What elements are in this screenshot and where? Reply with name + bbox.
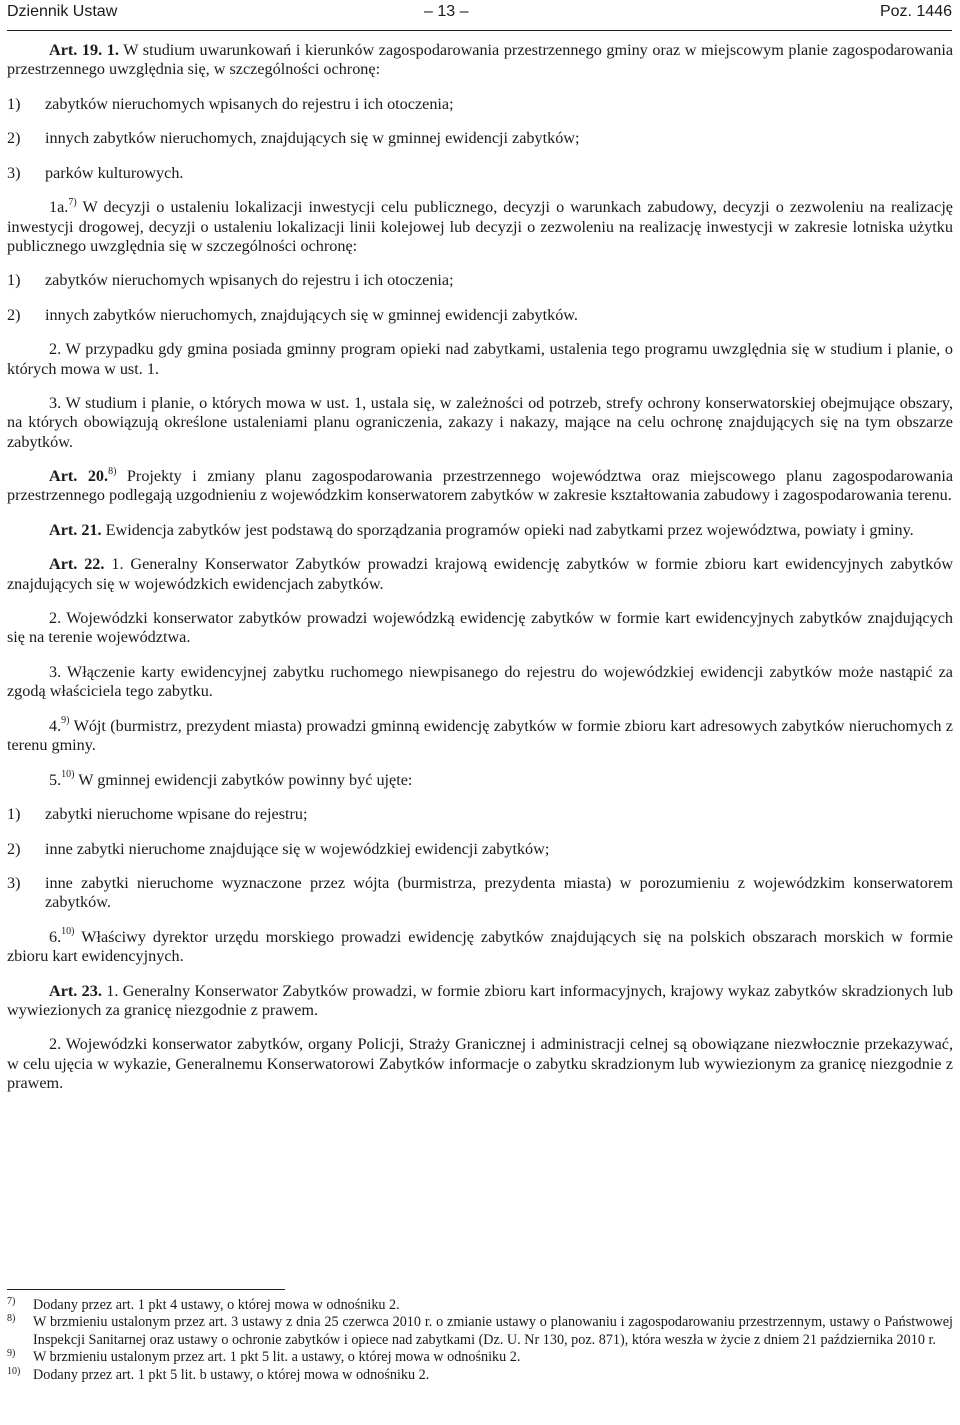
paragraph-text: Właściwy dyrektor urzędu morskiego prowadzi ewidencję zabytków znajdujących się na polskich obszarach morskich w formie zbioru kart ewidencyjnych. — [7, 927, 953, 966]
item-number: 2) — [7, 305, 21, 324]
art22-par1 — [7, 555, 953, 594]
item-text: innych zabytków nieruchomych, znajdujących się w gminnej ewidencji zabytków. — [45, 305, 578, 324]
paragraph-number: 4. — [49, 716, 62, 735]
paragraph-text: W studium uwarunkowań i kierunków zagospodarowania przestrzennego gminy oraz w miejscowym planie zagospodarowania przestrzennego uwzględnia się, w szczególności ochronę: — [7, 41, 954, 79]
footnote — [7, 1349, 953, 1366]
art23-par2: 2. Wojewódzki konserwator zabytków, organy Policji, Straży Granicznej i administracji celnej są obowiązane niezwłocznie przekazywać, w celu ujęcia w wykazie, Generalnemu Konserwatorowi Zabytków informacje o zabytku skradzionym lub wywiezionym za granicę niezgodnie z prawem. — [7, 1035, 953, 1092]
footnote-separator — [7, 1289, 285, 1290]
footnote-marker: 7) — [7, 1296, 16, 1307]
item-number: 3) — [7, 873, 21, 892]
art19-par3: 3. W studium i planie, o których mowa w ust. 1, ustala się, w zależności od potrzeb, strefy ochrony konserwatorskiej obejmujące obszary, na których obowiązują określone ustaleniami planu ograniczenia, zakazy i nakazy, mające na celu ochronę znajdujących się na tym obszarze zabytków. — [7, 394, 953, 451]
footnote-marker: 8) — [7, 1313, 16, 1325]
footnote-ref: 8) — [108, 465, 117, 477]
article-label: Art. 22. — [49, 555, 105, 574]
art22-par6 — [7, 928, 953, 967]
footnote-text: W brzmieniu ustalonym przez art. 3 ustawy z dnia 25 czerwca 2010 r. o zmianie ustawy o planowaniu i zagospodarowaniu przestrzennym, ustawy o Państwowej Inspekcji Sanitarnej oraz ustawy o ochronie zabytków i opiece nad zabytkami (Dz. U. Nr 130, poz. 871), która weszła w życie z dniem 21 października 2010 r. — [33, 1314, 953, 1348]
list-item — [7, 271, 953, 290]
paragraph-text: Wójt (burmistrz, prezydent miasta) prowadzi gminną ewidencję zabytków w formie zbioru kart adresowych zabytków nieruchomych z terenu gminy. — [7, 716, 953, 755]
item-number: 1) — [7, 94, 21, 113]
footnote-text: Dodany przez art. 1 pkt 4 ustawy, o której mowa w odnośniku 2. — [33, 1297, 400, 1313]
art20 — [7, 467, 953, 506]
footnote-ref: 7) — [68, 196, 77, 208]
list-item — [7, 129, 953, 148]
item-text: inne zabytki nieruchome wyznaczone przez wójta (burmistrza, prezydenta miasta) w porozumieniu z wojewódzkim konserwatorem zabytków. — [45, 873, 953, 912]
art19-par1 — [7, 41, 953, 80]
article-text: Ewidencja zabytków jest podstawą do sporządzania programów opieki nad zabytkami przez województwa, powiaty i gminy. — [105, 520, 914, 539]
list-item — [7, 805, 953, 824]
paragraph-number: 6. — [49, 927, 62, 946]
paragraph-number: 1a. — [49, 198, 69, 217]
paragraph-number: 1. — [106, 41, 119, 59]
document-body — [7, 41, 953, 1108]
paragraph-text: W decyzji o ustaleniu lokalizacji inwestycji celu publicznego, decyzji o warunkach zabudowy, decyzji o zezwoleniu na realizację inwestycji drogowej, decyzji o ustaleniu lokalizacji linii kolejowej lub decyzji o zezwoleniu na realizację inwestycji w zakresie lotniska użytku publicznego uwzględnia się w szczególności ochronę: — [7, 198, 953, 255]
footnote-ref: 10) — [61, 926, 75, 938]
footnote-ref: 9) — [61, 715, 70, 727]
art21 — [7, 521, 953, 540]
list-item — [7, 306, 953, 325]
footnote-text: Dodany przez art. 1 pkt 5 lit. b ustawy, o której mowa w odnośniku 2. — [33, 1366, 430, 1383]
article-label: Art. 20. — [49, 467, 109, 486]
art23-par1 — [7, 982, 953, 1021]
item-number: 3) — [7, 163, 21, 182]
item-number: 1) — [7, 271, 21, 290]
art22-par2: 2. Wojewódzki konserwator zabytków prowadzi wojewódzką ewidencję zabytków w formie kart ewidencyjnych zabytków znajdujących się na terenie województwa. — [7, 609, 953, 647]
page-number: – 13 – — [424, 3, 469, 20]
list-item — [7, 840, 953, 859]
footnote-ref: 10) — [61, 769, 75, 781]
footnotes — [7, 1297, 953, 1384]
art22-par4 — [7, 717, 953, 756]
item-number: 1) — [7, 805, 21, 824]
paragraph-text: 1. Generalny Konserwator Zabytków prowadzi krajową ewidencję zabytków w formie zbioru kart ewidencyjnych zabytków znajdujących się w wojewódzkich ewidencjach zabytków. — [7, 555, 954, 593]
footnote — [7, 1297, 953, 1314]
article-label: Art. 21. — [49, 520, 102, 539]
item-text: inne zabytki nieruchome znajdujące się w wojewódzkiej ewidencji zabytków; — [45, 839, 550, 858]
journal-title: Dziennik Ustaw — [7, 3, 118, 20]
article-label: Art. 23. — [49, 981, 102, 1000]
position-number: Poz. 1446 — [879, 3, 952, 20]
paragraph-text: 1. Generalny Konserwator Zabytków prowadzi, w formie zbioru kart informacyjnych, krajowy wykaz zabytków skradzionych lub wywiezionych za granicę niezgodnie z prawem. — [7, 981, 954, 1019]
page-header — [7, 0, 952, 31]
footnote — [7, 1367, 953, 1384]
art22-par5 — [7, 771, 953, 790]
item-number: 2) — [7, 839, 21, 858]
article-label: Art. 19. — [49, 41, 103, 59]
footnote-marker: 9) — [7, 1348, 16, 1360]
paragraph-number: 5. — [49, 770, 62, 789]
list-item — [7, 874, 953, 913]
art22-par3: 3. Włączenie karty ewidencyjnej zabytku ruchomego niewpisanego do rejestru do wojewódzkiej ewidencji zabytków może nastąpić za zgodą właściciela tego zabytku. — [7, 662, 953, 701]
art19-par1a — [7, 198, 953, 256]
item-text: zabytków nieruchomych wpisanych do rejestru i ich otoczenia; — [45, 271, 454, 290]
item-text: innych zabytków nieruchomych, znajdujących się w gminnej ewidencji zabytków; — [45, 129, 580, 148]
list-item — [7, 164, 953, 183]
footnote-text: W brzmieniu ustalonym przez art. 1 pkt 5 lit. a ustawy, o której mowa w odnośniku 2. — [33, 1349, 521, 1366]
item-text: zabytków nieruchomych wpisanych do rejestru i ich otoczenia; — [45, 94, 454, 113]
item-text: parków kulturowych. — [45, 163, 184, 182]
item-number: 2) — [7, 129, 21, 148]
footnote — [7, 1314, 953, 1349]
item-text: zabytki nieruchome wpisane do rejestru; — [45, 805, 308, 824]
paragraph-text: W gminnej ewidencji zabytków powinny być ujęte: — [78, 770, 413, 789]
list-item — [7, 95, 953, 114]
footnote-marker: 10) — [7, 1365, 21, 1377]
art19-par2: 2. W przypadku gdy gmina posiada gminny program opieki nad zabytkami, ustalenia tego programu uwzględnia się w studium i planie, o których mowa w ust. 1. — [7, 340, 953, 378]
article-text: Projekty i zmiany planu zagospodarowania przestrzennego województwa oraz miejscowego planu zagospodarowania przestrzennego podlegają uzgodnieniu z wojewódzkim konserwatorem zabytków w zakresie kształtowania zabudowy i zagospodarowania terenu. — [7, 467, 954, 505]
